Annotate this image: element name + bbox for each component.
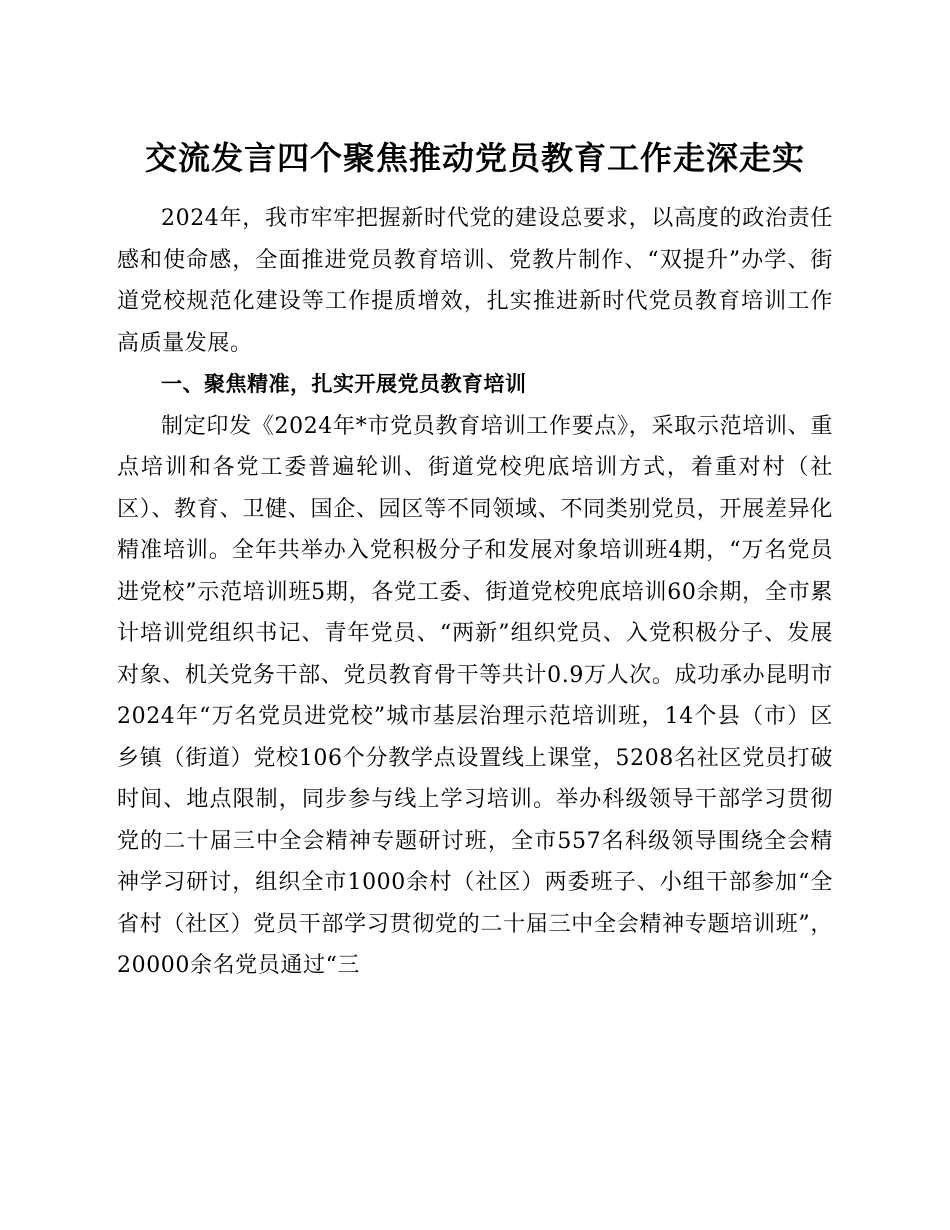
section-paragraph: 制定印发《2024年*市党员教育培训工作要点》，采取示范培训、重点培训和各党工委普遍轮训、街道党校兜底培训方式，着重对村（社区）、教育、卫健、国企、园区等不同领域、不同类别党员，开展差异化精准培训。全年共举办入党积极分子和发展对象培训班4期，“万名党员进党校”示范培训班5期，各党工委、街道党校兜底培训60余期，全市累计培训党组织书记、青年党员、“两新”组织党员、入党积极分子、发展对象、机关党务干部、党员教育骨干等共计0.9万人次。成功承办昆明市2024年“万名党员进党校”城市基层治理示范培训班，14个县（市）区乡镇（街道）党校106个分教学点设置线上课堂，5208名社区党员打破时间、地点限制，同步参与线上学习培训。举办科级领导干部学习贯彻党的二十届三中全会精神专题研讨班，全市557名科级领导围绕全会精神学习研讨，组织全市1000余村（社区）两委班子、小组干部参加“全省村（社区）党员干部学习贯彻党的二十届三中全会精神专题培训班”，20000余名党员通过“三 bbox=[117, 413, 833, 978]
document-title: 交流发言四个聚焦推动党员教育工作走深走实 bbox=[144, 139, 805, 177]
intro-paragraph: 2024年，我市牢牢把握新时代党的建设总要求，以高度的政治责任感和使命感，全面推进党员教育培训、党教片制作、“双提升”办学、街道党校规范化建设等工作提质增效，扎实推进新时代党员教育培训工作高质量发展。 bbox=[117, 206, 833, 356]
section-heading: 一、聚焦精准，扎实开展党员教育培训 bbox=[161, 372, 527, 396]
document-body bbox=[117, 198, 833, 987]
